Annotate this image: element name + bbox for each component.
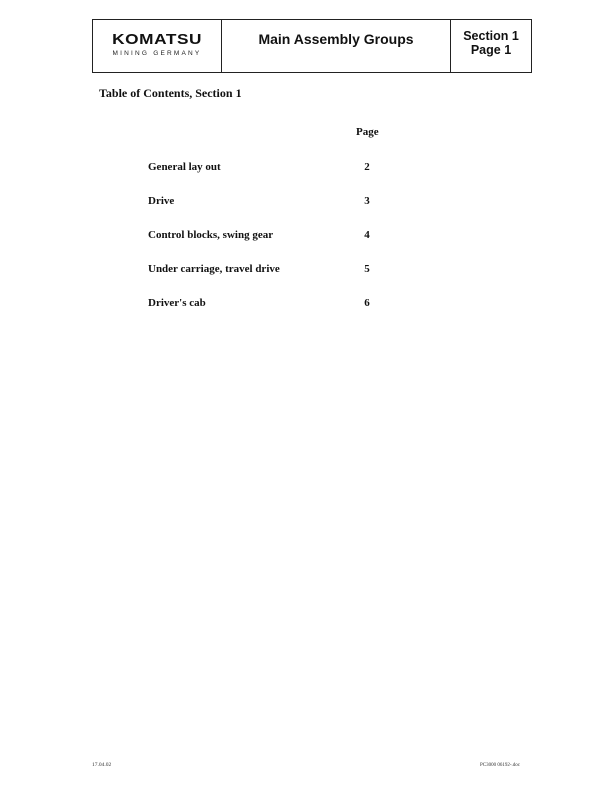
footer-filename: PC3000 06192-.doc [480, 763, 520, 768]
toc-entry-label: Drive [148, 195, 175, 207]
section-number: Section 1 [463, 29, 519, 43]
footer-date: 17.04.02 [92, 762, 112, 768]
document-title: Main Assembly Groups [222, 20, 451, 72]
logo-wordmark: KOMATSU [112, 31, 202, 48]
toc-entry-page: 6 [364, 297, 370, 309]
toc-entry [148, 263, 408, 279]
toc-heading: Table of Contents, Section 1 [99, 86, 242, 100]
toc-entry-label: General lay out [148, 161, 221, 173]
toc-entry-page: 3 [364, 195, 370, 207]
toc-entry [148, 297, 408, 313]
toc-entry-label: Under carriage, travel drive [148, 263, 280, 275]
toc-entry [148, 229, 408, 245]
toc-page-column-header: Page [356, 126, 379, 138]
toc-entry-page: 4 [364, 229, 370, 241]
toc-entry-page: 5 [364, 263, 370, 275]
page-number: Page 1 [470, 43, 512, 57]
toc-entry-label: Driver's cab [148, 297, 206, 309]
toc-entry [148, 195, 408, 211]
toc-entry-label: Control blocks, swing gear [148, 229, 274, 241]
toc-entry-page: 2 [364, 161, 370, 173]
logo-subtitle: MINING GERMANY [112, 50, 202, 57]
toc-entry [148, 161, 408, 177]
